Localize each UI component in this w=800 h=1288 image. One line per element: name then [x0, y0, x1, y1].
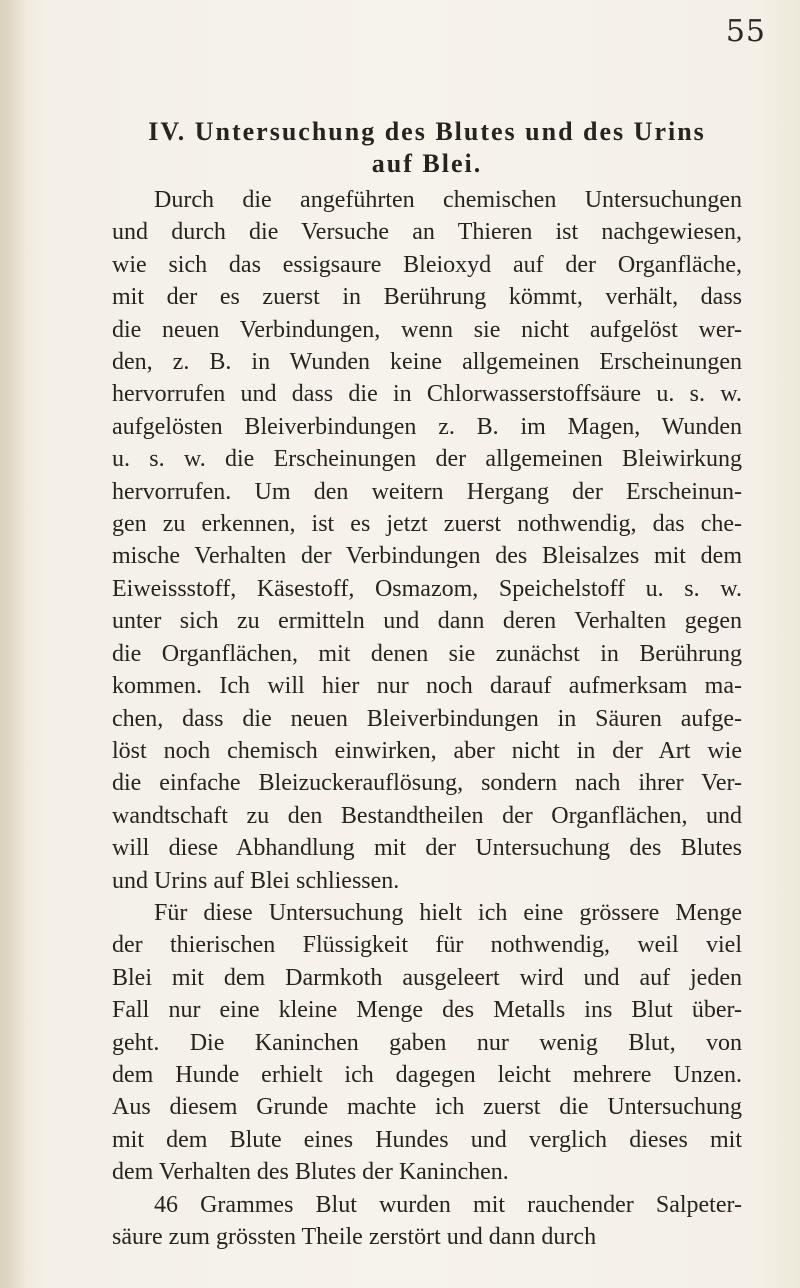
- text-line: Für diese Untersuchung hielt ich eine grössere Menge: [154, 899, 742, 926]
- text-line: und durch die Versuche an Thieren ist nachgewiesen,: [112, 219, 742, 246]
- text-line: dem Verhalten des Blutes der Kaninchen.: [112, 1159, 509, 1186]
- text-line: u. s. w. die Erscheinungen der allgemeinen Bleiwirkung: [112, 446, 742, 473]
- section-heading: [112, 116, 742, 180]
- section-heading-line-1: IV. Untersuchung des Blutes und des Urins: [148, 117, 706, 146]
- paragraph-1: [112, 184, 742, 897]
- text-line: chen, dass die neuen Bleiverbindungen in Säuren aufge-: [112, 705, 742, 732]
- text-line: wie sich das essigsaure Bleioxyd auf der Organfläche,: [112, 251, 742, 278]
- text-line: will diese Abhandlung mit der Untersuchung des Blutes: [112, 835, 742, 862]
- text-line: hervorrufen und dass die in Chlorwasserstoffsäure u. s. w.: [112, 381, 742, 408]
- text-block: [112, 116, 742, 1253]
- text-line: kommen. Ich will hier nur noch darauf aufmerksam ma-: [112, 673, 742, 700]
- text-line: dem Hunde erhielt ich dagegen leicht mehrere Unzen.: [112, 1061, 742, 1088]
- text-line: den, z. B. in Wunden keine allgemeinen Erscheinungen: [112, 349, 742, 376]
- text-line: Aus diesem Grunde machte ich zuerst die Untersuchung: [112, 1094, 742, 1121]
- text-line: 46 Grammes Blut wurden mit rauchender Salpeter-: [154, 1191, 742, 1218]
- text-line: löst noch chemisch einwirken, aber nicht in der Art wie: [112, 737, 742, 764]
- text-line: hervorrufen. Um den weitern Hergang der Erscheinun-: [112, 478, 742, 505]
- paragraph-2: [112, 897, 742, 1189]
- text-line: Blei mit dem Darmkoth ausgeleert wird und auf jeden: [112, 964, 742, 991]
- text-line: die einfache Bleizuckerauflösung, sondern nach ihrer Ver-: [112, 770, 742, 797]
- text-line: mit der es zuerst in Berührung kömmt, verhält, dass: [112, 284, 742, 311]
- text-line: aufgelösten Bleiverbindungen z. B. im Magen, Wunden: [112, 413, 742, 440]
- text-line: und Urins auf Blei schliessen.: [112, 867, 400, 894]
- text-line: Eiweissstoff, Käsestoff, Osmazom, Speichelstoff u. s. w.: [112, 575, 742, 602]
- text-line: Durch die angeführten chemischen Untersuchungen: [154, 187, 742, 213]
- page-number: 55: [725, 14, 766, 49]
- text-line: der thierischen Flüssigkeit für nothwendig, weil viel: [112, 932, 742, 959]
- text-line: geht. Die Kaninchen gaben nur wenig Blut, von: [112, 1029, 742, 1056]
- text-line: Fall nur eine kleine Menge des Metalls ins Blut über-: [112, 997, 742, 1024]
- text-line: unter sich zu ermitteln und dann deren Verhalten gegen: [112, 608, 742, 635]
- text-line: mit dem Blute eines Hundes und verglich dieses mit: [112, 1126, 742, 1153]
- text-line: wandtschaft zu den Bestandtheilen der Organflächen, und: [112, 802, 742, 829]
- text-line: gen zu erkennen, ist es jetzt zuerst nothwendig, das che-: [112, 511, 742, 538]
- text-line: mische Verhalten der Verbindungen des Bleisalzes mit dem: [112, 543, 742, 570]
- page-edge-stain: [0, 0, 26, 1288]
- text-line: die Organflächen, mit denen sie zunächst in Berührung: [112, 640, 742, 667]
- text-line: säure zum grössten Theile zerstört und dann durch: [112, 1224, 597, 1250]
- section-heading-line-2: auf Blei.: [371, 149, 483, 178]
- paragraph-3: [112, 1189, 742, 1254]
- text-line: die neuen Verbindungen, wenn sie nicht aufgelöst wer-: [112, 316, 742, 343]
